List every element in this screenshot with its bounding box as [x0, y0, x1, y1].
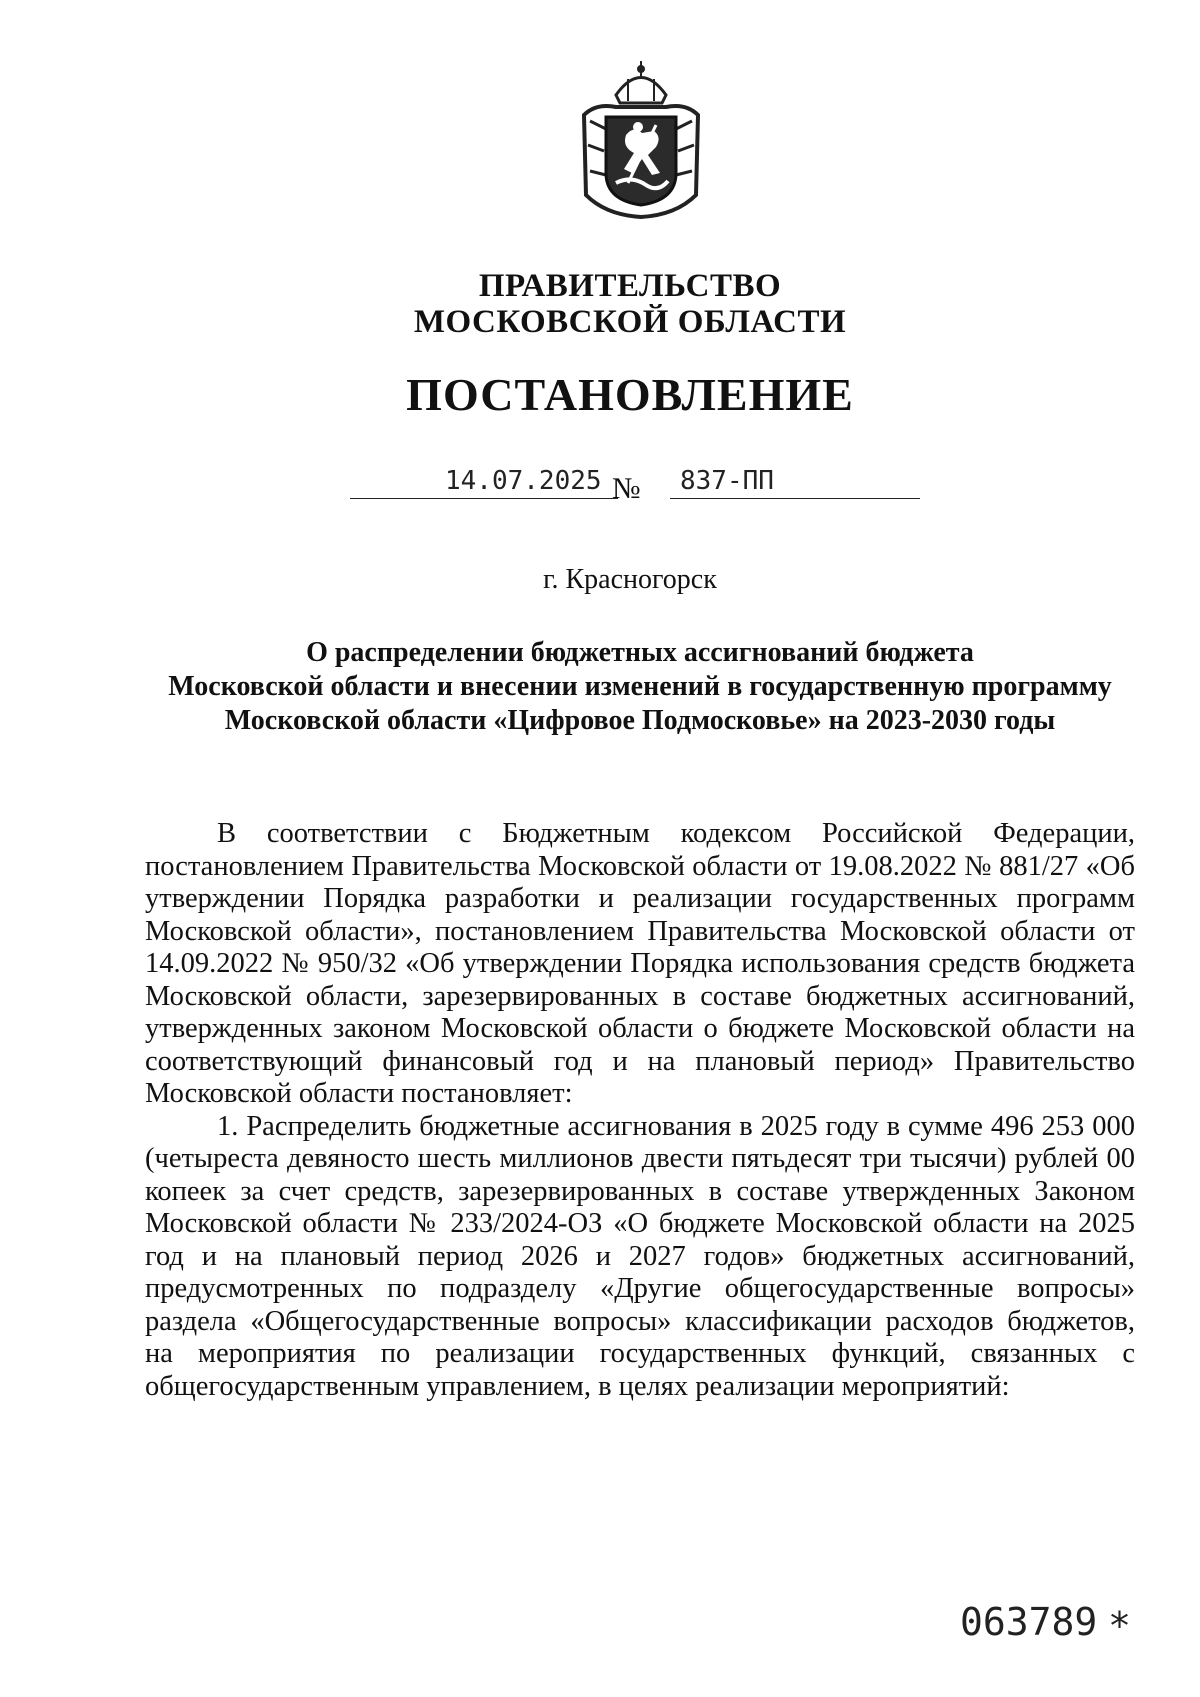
- org-name-line2: МОСКОВСКОЙ ОБЛАСТИ: [413, 304, 847, 340]
- org-name-line1: ПРАВИТЕЛЬСТВО: [478, 268, 782, 304]
- serial-number: 063789: [960, 1600, 1098, 1644]
- document-body: [145, 818, 1135, 1403]
- city: г. Красногорск: [543, 564, 717, 595]
- date-underline: [350, 498, 618, 499]
- coat-of-arms-icon: [576, 55, 706, 220]
- number-underline: [670, 498, 920, 499]
- number-sign: №: [612, 472, 641, 505]
- title-line2: Московской области и внесении изменений в государственную программу: [168, 671, 1112, 702]
- date-number-row: [340, 448, 920, 508]
- body-paragraph-preamble: В соответствии с Бюджетным кодексом Российской Федерации, постановлением Правительства Московской области от 19.08.2022 № 881/27 «Об утверждении Порядка разработки и реализации государственных программ Московской области», постановлением Правительства Московской области от 14.09.2022 № 950/32 «Об утверждении Порядка использования средств бюджета Московской области, зарезервированных в составе бюджетных ассигнований, утвержденных законом Московской области о бюджете Московской области на соответствующий финансовый год и на плановый период» Правительство Московской области постановляет:: [145, 818, 1135, 1109]
- title-line1: О распределении бюджетных ассигнований бюджета: [306, 637, 974, 668]
- title-line3: Московской области «Цифровое Подмосковье» на 2023-2030 годы: [224, 705, 1056, 736]
- document-type: ПОСТАНОВЛЕНИЕ: [406, 369, 854, 420]
- body-paragraph-item-1: 1. Распределить бюджетные ассигнования в 2025 году в сумме 496 253 000 (четыреста девяносто шесть миллионов двести пятьдесят три тысячи) рублей 00 копеек за счет средств, зарезервированных в составе утвержденных Законом Московской области № 233/2024-ОЗ «О бюджете Московской области на 2025 год и на плановый период 2026 и 2027 годов» бюджетных ассигнований, предусмотренных по подразделу «Другие общегосударственные вопросы» раздела «Общегосударственные вопросы» классификации расходов бюджетов, на мероприятия по реализации государственных функций, связанных с общегосударственным управлением, в целях реализации мероприятий:: [145, 1110, 1135, 1402]
- asterisk-mark-icon: *: [1110, 1604, 1129, 1648]
- document-title: [140, 636, 1140, 738]
- document-date: 14.07.2025: [445, 466, 602, 496]
- document-number: 837-ПП: [680, 466, 774, 496]
